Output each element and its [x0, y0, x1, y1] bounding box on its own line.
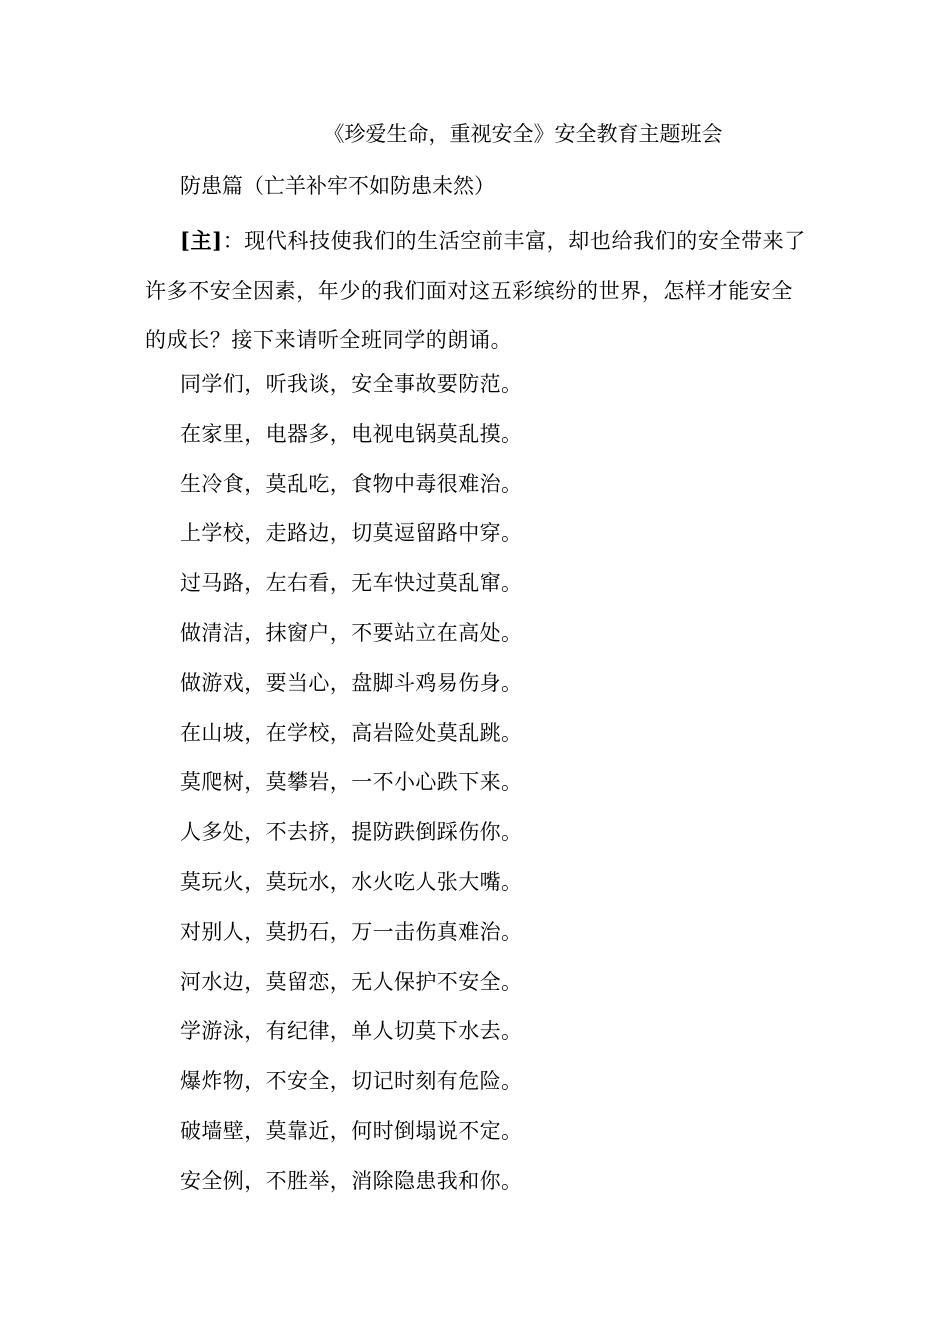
- verse-line: 在家里，电器多，电视电锅莫乱摸。: [180, 421, 523, 446]
- verse-line: 学游泳，有纪律，单人切莫下水去。: [180, 1019, 523, 1044]
- verse-line: 人多处，不去挤，提防跌倒踩伤你。: [180, 820, 523, 845]
- verse-line: 在山坡，在学校，高岩险处莫乱跳。: [180, 720, 523, 745]
- document-title: [0, 118, 950, 150]
- verse-line: 安全例，不胜举，消除隐患我和你。: [180, 1168, 523, 1193]
- verse-line: 河水边，莫留恋，无人保护不安全。: [180, 969, 523, 994]
- section-heading: 防患篇（亡羊补牢不如防患未然）: [180, 174, 495, 198]
- verse-line: 莫玩火，莫玩水，水火吃人张大嘴。: [180, 869, 523, 894]
- intro-text: ：现代科技使我们的生活空前丰富，却也给我们的安全带来了许多不安全因素，年少的我们面对这五彩缤纷的世界，怎样才能安全的成长？接下来请听全班同学的朗诵。: [145, 229, 806, 352]
- speaker-label: [主]: [180, 228, 223, 253]
- verse-line: 破墙壁，莫靠近，何时倒塌说不定。: [180, 1118, 523, 1143]
- verse-line: 做游戏，要当心，盘脚斗鸡易伤身。: [180, 670, 523, 695]
- verse-line: 做清洁，抹窗户，不要站立在高处。: [180, 620, 523, 645]
- verse-line: 同学们，听我谈，安全事故要防范。: [180, 372, 523, 396]
- verse-line: 上学校，走路边，切莫逗留路中穿。: [180, 521, 523, 546]
- document-title-text: 《珍爱生命，重视安全》安全教育主题班会: [323, 122, 723, 146]
- verse-line: 过马路，左右看，无车快过莫乱窜。: [180, 571, 523, 596]
- verse-line: 爆炸物，不安全，切记时刻有危险。: [180, 1069, 523, 1094]
- verse-line: 对别人，莫扔石，万一击伤真难治。: [180, 919, 523, 944]
- verse-list: [180, 366, 522, 1213]
- verse-line: 生冷食，莫乱吃，食物中毒很难治。: [180, 471, 523, 496]
- intro-paragraph: [145, 216, 813, 366]
- verse-line: 莫爬树，莫攀岩，一不小心跌下来。: [180, 770, 523, 795]
